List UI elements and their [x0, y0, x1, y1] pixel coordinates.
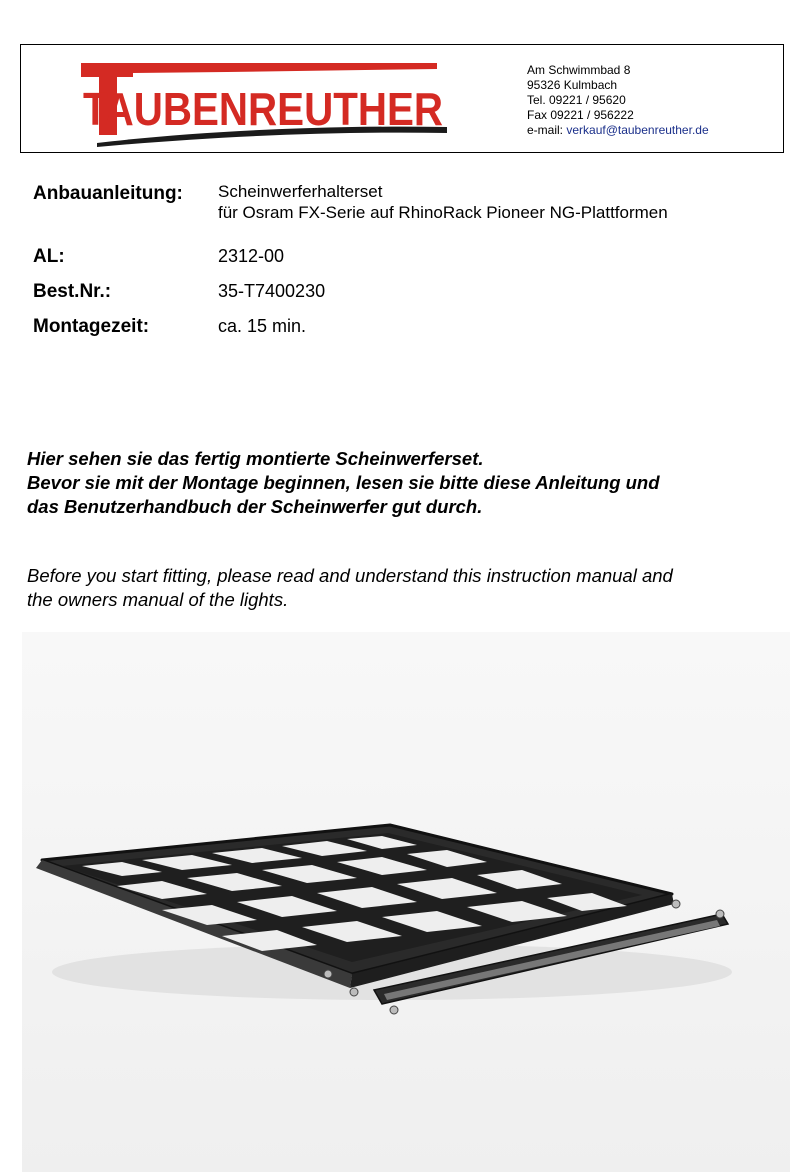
- anbau-label: Anbauanleitung:: [33, 183, 183, 204]
- intro-english-line1: Before you start fitting, please read and understand this instruction manual and: [27, 565, 673, 586]
- intro-german-line2: Bevor sie mit der Montage beginnen, lesen sie bitte diese Anleitung und: [27, 472, 660, 493]
- email-link[interactable]: verkauf@taubenreuther.de: [566, 123, 709, 137]
- logo-text: TAUBENREUTHER: [83, 83, 443, 135]
- anbau-value: [218, 181, 668, 246]
- intro-english: [27, 564, 787, 612]
- header-box: [20, 44, 784, 153]
- taubenreuther-logo: [77, 55, 449, 145]
- anbau-value-line2: für Osram FX-Serie auf RhinoRack Pioneer NG-Plattformen: [218, 203, 668, 222]
- bestnr-value: 35-T7400230: [218, 281, 326, 301]
- product-photo: [22, 632, 790, 1172]
- spec-row-al: [33, 246, 668, 281]
- spec-row-anbau: [33, 181, 668, 246]
- anbau-value-line1: Scheinwerferhalterset: [218, 182, 383, 201]
- company-address: [527, 63, 709, 138]
- intro-german: [27, 447, 787, 519]
- address-city: 95326 Kulmbach: [527, 78, 618, 92]
- montage-value: ca. 15 min.: [218, 316, 307, 336]
- email-label: e-mail:: [527, 123, 567, 137]
- intro-german-line3: das Benutzerhandbuch der Scheinwerfer gut durch.: [27, 496, 483, 517]
- intro-german-line1: Hier sehen sie das fertig montierte Scheinwerferset.: [27, 448, 484, 469]
- roof-rack-illustration: [22, 632, 790, 1172]
- spec-row-montage: [33, 316, 668, 351]
- address-tel: Tel. 09221 / 95620: [527, 93, 626, 107]
- al-label: AL:: [33, 246, 65, 267]
- spec-table: [33, 181, 668, 351]
- montage-label: Montagezeit:: [33, 316, 150, 337]
- al-value: 2312-00: [218, 246, 285, 266]
- intro-english-line2: the owners manual of the lights.: [27, 589, 289, 610]
- bestnr-label: Best.Nr.:: [33, 281, 112, 302]
- address-street: Am Schwimmbad 8: [527, 63, 631, 77]
- address-fax: Fax 09221 / 956222: [527, 108, 634, 122]
- spec-row-bestnr: [33, 281, 668, 316]
- address-email-line: [527, 123, 709, 138]
